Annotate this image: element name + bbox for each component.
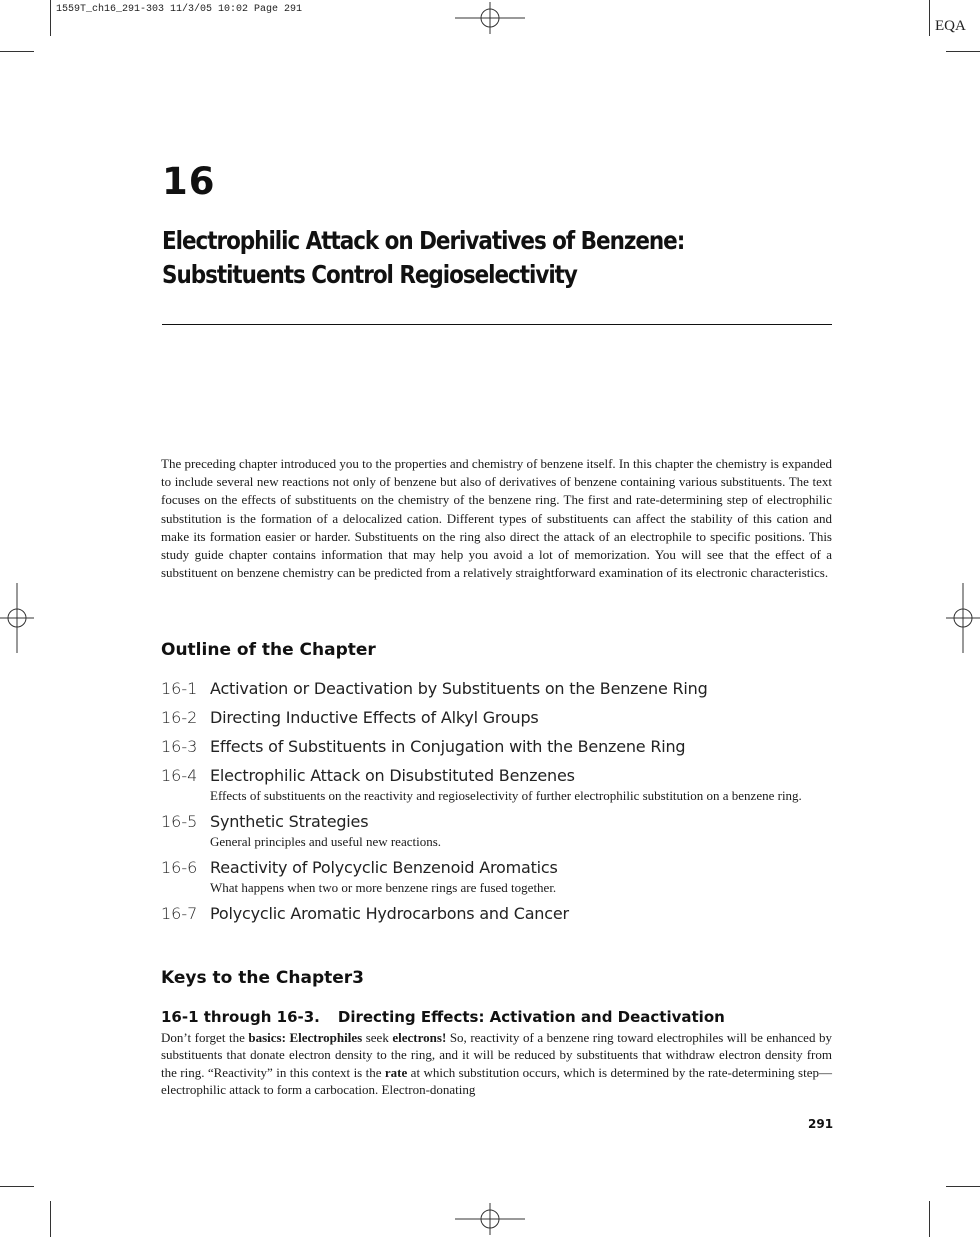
outline-item (161, 765, 832, 804)
keys-subheading-number: 16-1 through 16-3. (161, 1008, 320, 1026)
outline-item (161, 707, 832, 729)
crop-mark (0, 1186, 34, 1187)
outline-item-number: 16-5 (161, 812, 198, 831)
outline-item-number: 16-4 (161, 766, 198, 785)
keys-text: Don’t forget the (161, 1030, 249, 1045)
outline-item-number: 16-7 (161, 904, 198, 923)
registration-mark-right (946, 583, 980, 653)
keys-heading: Keys to the Chapter3 (161, 968, 365, 988)
keys-text: at which substitution occurs, which is determined by the rate-determining step—electrophilic attack to form a carbocation. Electron-donating (161, 1064, 832, 1097)
outline-item (161, 857, 832, 896)
keys-emphasis: basics: Electrophiles (248, 1030, 363, 1045)
outline-item-number: 16-6 (161, 858, 198, 877)
crop-mark (50, 0, 51, 36)
crop-mark (929, 0, 930, 36)
registration-mark-top (455, 2, 525, 34)
crop-mark (0, 51, 34, 52)
outline-heading: Outline of the Chapter (161, 640, 376, 660)
outline-item-number: 16-2 (161, 708, 198, 727)
page-number: 291 (808, 1117, 834, 1131)
crop-mark (929, 1201, 930, 1237)
title-rule (162, 324, 832, 325)
corner-code: EQA (935, 18, 966, 34)
crop-mark (946, 1186, 980, 1187)
chapter-title-line: Electrophilic Attack on Derivatives of Benzene: (162, 226, 685, 255)
chapter-title-line: Substituents Control Regioselectivity (162, 260, 577, 289)
outline-item-title: Reactivity of Polycyclic Benzenoid Aromatics (210, 858, 558, 877)
keys-text: So, reactivity of a benzene ring toward electrophiles will be enhanced by substituents that donate electron density to the ring, and it will be reduced by substituents that withdraw electron density from the ring. “Reactivity” in this context is the (161, 1030, 832, 1080)
outline-item-title: Effects of Substituents in Conjugation with the Benzene Ring (210, 737, 686, 756)
outline-item-title: Polycyclic Aromatic Hydrocarbons and Cancer (210, 904, 569, 923)
keys-subheading (161, 1008, 725, 1026)
chapter-title (162, 224, 747, 292)
outline-item-title: Synthetic Strategies (210, 812, 369, 831)
crop-mark (50, 1201, 51, 1237)
keys-subheading-title: Directing Effects: Activation and Deactivation (337, 1008, 725, 1026)
registration-mark-bottom (455, 1203, 525, 1235)
chapter-number: 16 (162, 160, 216, 203)
outline-item (161, 903, 832, 925)
outline-item (161, 736, 832, 758)
registration-mark-left (0, 583, 34, 653)
keys-emphasis: rate (384, 1064, 408, 1080)
outline-list (161, 678, 832, 932)
keys-text: seek (362, 1030, 393, 1045)
outline-item-title: Directing Inductive Effects of Alkyl Groups (210, 708, 539, 727)
outline-item-description: Effects of substituents on the reactivity and regioselectivity of further electrophilic substitution on a benzene ring. (210, 788, 802, 803)
outline-item-number: 16-1 (161, 679, 198, 698)
outline-item-title: Electrophilic Attack on Disubstituted Benzenes (210, 766, 575, 785)
outline-item-title: Activation or Deactivation by Substituents on the Benzene Ring (210, 679, 708, 698)
outline-item-description: General principles and useful new reactions. (210, 834, 442, 849)
outline-item (161, 811, 832, 850)
outline-item-number: 16-3 (161, 737, 198, 756)
print-slug: 1559T_ch16_291-303 11/3/05 10:02 Page 291 (56, 4, 303, 15)
crop-mark (946, 51, 980, 52)
outline-item-description: What happens when two or more benzene rings are fused together. (210, 880, 557, 895)
keys-emphasis: electrons! (392, 1030, 447, 1045)
intro-paragraph: The preceding chapter introduced you to the properties and chemistry of benzene itself. In this chapter the chemistry is expanded to include several new reactions not only of benzene but also of derivatives of benzene containing various substituents. The text focuses on the effects of substituents on the chemistry of the benzene ring. The first and rate-determining step of electrophilic substitution is the formation of a delocalized cation. Different types of substituents can affect the stability of this cation and make its formation easier or harder. Substituents on the ring also direct the attack of an electrophile to specific positions. This study guide chapter contains information that may help you avoid a lot of memorization. You will see that the effect of a substituent on benzene chemistry can be predicted from a relatively straightforward examination of its electronic characteristics. (161, 456, 832, 581)
outline-item (161, 678, 832, 700)
keys-paragraph (161, 1029, 832, 1098)
